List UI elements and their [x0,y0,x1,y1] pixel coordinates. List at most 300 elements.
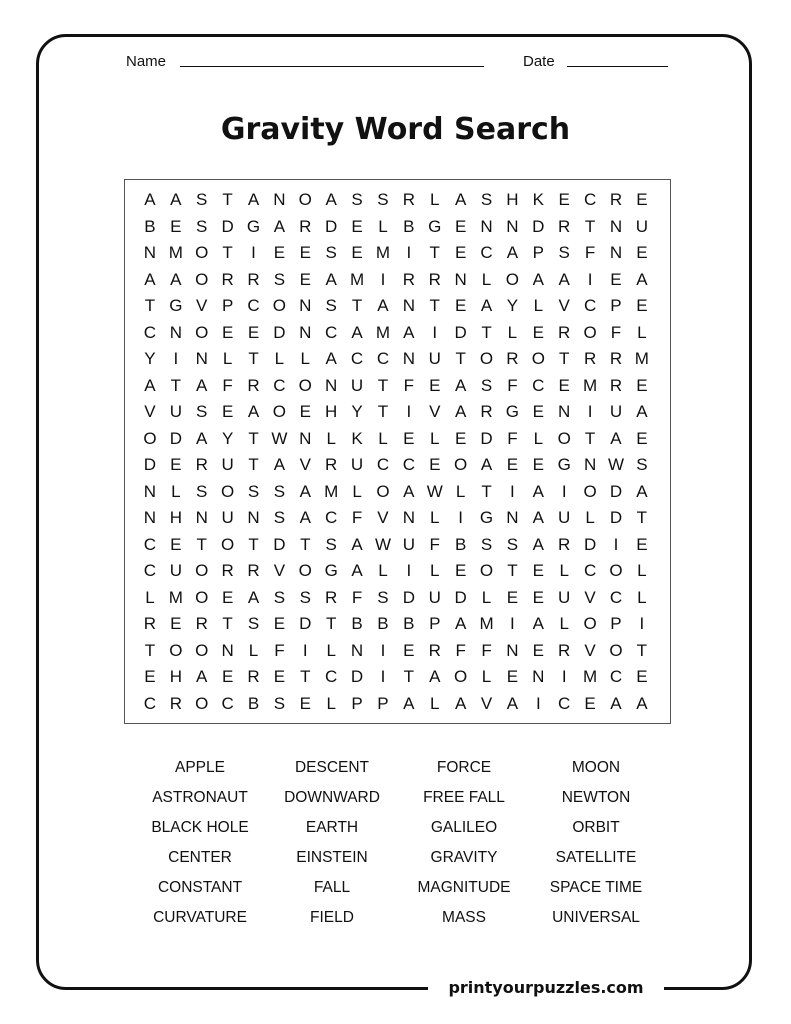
grid-letter[interactable]: A [170,269,182,289]
grid-letter[interactable]: O [221,534,235,554]
grid-letter[interactable]: A [610,693,622,713]
grid-letter[interactable]: V [558,296,570,315]
grid-letter[interactable]: I [510,481,515,501]
grid-letter[interactable]: L [533,428,544,448]
grid-letter[interactable]: L [430,508,440,527]
grid-letter[interactable]: G [246,216,261,236]
grid-letter[interactable]: D [454,587,467,607]
grid-letter[interactable]: E [636,243,648,262]
grid-letter[interactable]: A [532,614,544,633]
grid-letter[interactable]: W [607,455,624,474]
grid-letter[interactable]: S [196,216,208,236]
grid-letter[interactable]: L [430,428,440,448]
grid-letter[interactable]: E [454,216,467,236]
grid-letter[interactable]: V [299,455,311,474]
grid-letter[interactable]: C [325,667,338,686]
grid-letter[interactable]: E [506,587,519,607]
grid-letter[interactable]: A [351,561,363,580]
grid-letter[interactable]: O [583,614,597,633]
grid-letter[interactable]: T [196,534,207,554]
grid-letter[interactable]: S [273,508,286,527]
grid-letter[interactable]: C [583,190,597,209]
grid-letter[interactable]: I [613,534,619,554]
grid-letter[interactable]: M [168,587,183,607]
grid-letter[interactable]: I [561,481,567,501]
grid-letter[interactable]: M [349,269,365,289]
grid-letter[interactable]: S [377,190,389,209]
grid-letter[interactable]: A [610,428,622,448]
grid-letter[interactable]: M [375,322,391,342]
grid-letter[interactable]: L [326,428,336,448]
grid-letter[interactable]: T [481,322,492,342]
grid-letter[interactable]: C [221,693,234,713]
grid-letter[interactable]: V [377,508,389,527]
grid-letter[interactable]: S [351,190,363,209]
grid-letter[interactable]: U [221,508,234,527]
grid-letter[interactable]: A [196,667,208,686]
grid-letter[interactable]: D [480,428,493,448]
grid-letter[interactable]: O [531,349,545,368]
grid-letter[interactable]: O [609,640,623,660]
grid-letter[interactable]: E [221,322,234,342]
grid-letter[interactable]: S [480,534,493,554]
grid-letter[interactable]: L [145,587,155,607]
grid-letter[interactable]: V [584,587,596,607]
grid-letter[interactable]: E [636,534,648,554]
grid-letter[interactable]: Y [144,349,156,368]
grid-letter[interactable]: G [557,455,571,474]
grid-letter[interactable]: A [325,269,337,289]
grid-letter[interactable]: R [221,561,234,580]
grid-letter[interactable]: E [532,322,544,342]
grid-letter[interactable]: B [403,614,415,633]
grid-letter[interactable]: A [144,375,156,395]
grid-letter[interactable]: A [636,481,648,501]
grid-letter[interactable]: A [170,190,182,209]
grid-letter[interactable]: U [609,402,623,421]
grid-letter[interactable]: O [272,296,287,315]
grid-letter[interactable]: E [273,667,286,686]
grid-letter[interactable]: I [380,640,386,660]
grid-letter[interactable]: N [609,216,623,236]
grid-letter[interactable]: C [247,296,260,315]
grid-letter[interactable]: N [273,190,286,209]
grid-letter[interactable]: R [299,216,312,236]
grid-letter[interactable]: O [376,481,390,501]
grid-letter[interactable]: A [325,349,337,368]
grid-letter[interactable]: D [454,322,467,342]
grid-letter[interactable]: O [298,190,312,209]
grid-letter[interactable]: A [299,508,311,527]
grid-letter[interactable]: I [587,402,593,421]
grid-letter[interactable]: E [636,667,648,686]
grid-letter[interactable]: L [533,296,544,315]
grid-letter[interactable]: T [144,296,156,315]
grid-letter[interactable]: K [532,190,544,209]
grid-letter[interactable]: O [169,640,183,660]
grid-letter[interactable]: L [326,640,336,660]
grid-letter[interactable]: G [169,296,183,315]
grid-letter[interactable]: N [583,455,597,474]
grid-letter[interactable]: T [584,216,596,236]
grid-letter[interactable]: O [298,561,312,580]
grid-letter[interactable]: I [302,640,308,660]
grid-letter[interactable]: A [636,269,648,289]
grid-letter[interactable]: C [376,455,390,474]
grid-letter[interactable]: S [247,614,260,633]
grid-letter[interactable]: C [532,375,545,395]
grid-letter[interactable]: N [454,269,467,289]
grid-letter[interactable]: O [221,481,235,501]
grid-letter[interactable]: N [506,216,519,236]
grid-letter[interactable]: F [507,428,518,448]
grid-letter[interactable]: A [429,667,441,686]
grid-letter[interactable]: S [480,190,493,209]
grid-letter[interactable]: E [170,614,182,633]
grid-letter[interactable]: O [272,402,287,421]
grid-letter[interactable]: P [351,693,363,713]
grid-letter[interactable]: S [558,243,570,262]
grid-letter[interactable]: O [195,640,209,660]
grid-letter[interactable]: D [609,481,623,501]
grid-letter[interactable]: U [558,587,571,607]
grid-letter[interactable]: R [247,561,260,580]
grid-letter[interactable]: L [481,269,492,289]
grid-letter[interactable]: F [455,640,466,660]
grid-letter[interactable]: L [637,561,647,580]
grid-letter[interactable]: T [377,402,389,421]
grid-letter[interactable]: U [221,455,234,474]
grid-letter[interactable]: A [403,481,415,501]
grid-letter[interactable]: N [402,349,415,368]
grid-letter[interactable]: A [196,428,208,448]
grid-letter[interactable]: A [454,693,467,713]
grid-letter[interactable]: A [636,693,648,713]
grid-letter[interactable]: F [403,375,415,395]
grid-letter[interactable]: I [510,614,515,633]
grid-letter[interactable]: E [144,667,156,686]
grid-letter[interactable]: H [169,667,182,686]
grid-letter[interactable]: L [430,190,440,209]
grid-letter[interactable]: S [273,481,286,501]
grid-letter[interactable]: Y [221,428,234,448]
grid-letter[interactable]: L [507,322,518,342]
grid-letter[interactable]: T [403,667,415,686]
grid-letter[interactable]: V [196,296,208,315]
grid-letter[interactable]: R [558,534,571,554]
grid-letter[interactable]: T [455,349,466,368]
grid-letter[interactable]: I [561,667,567,686]
grid-letter[interactable]: N [299,428,312,448]
grid-letter[interactable]: C [143,693,157,713]
grid-letter[interactable]: I [406,402,412,421]
grid-letter[interactable]: D [350,667,364,686]
grid-letter[interactable]: E [273,614,286,633]
grid-letter[interactable]: C [583,561,597,580]
grid-letter[interactable]: E [532,402,544,421]
grid-letter[interactable]: C [558,693,571,713]
grid-letter[interactable]: L [274,349,285,368]
grid-letter[interactable]: A [144,190,156,209]
grid-letter[interactable]: V [429,402,441,421]
grid-letter[interactable]: C [325,322,338,342]
grid-letter[interactable]: N [299,322,312,342]
grid-letter[interactable]: E [221,667,234,686]
grid-letter[interactable]: R [558,216,571,236]
grid-letter[interactable]: C [376,349,390,368]
grid-letter[interactable]: A [247,587,260,607]
grid-letter[interactable]: E [403,428,415,448]
grid-letter[interactable]: M [168,243,183,262]
grid-letter[interactable]: R [402,190,415,209]
grid-letter[interactable]: V [273,561,286,580]
grid-letter[interactable]: L [248,640,259,660]
grid-letter[interactable]: A [454,614,467,633]
grid-letter[interactable]: D [325,216,338,236]
grid-letter[interactable]: E [636,296,648,315]
grid-letter[interactable]: R [609,375,623,395]
grid-letter[interactable]: S [636,455,648,474]
grid-letter[interactable]: O [195,693,209,713]
grid-letter[interactable]: O [298,375,312,395]
grid-letter[interactable]: E [351,243,363,262]
grid-letter[interactable]: H [506,190,519,209]
grid-letter[interactable]: R [428,269,441,289]
grid-letter[interactable]: V [144,402,156,421]
grid-letter[interactable]: O [454,455,468,474]
grid-letter[interactable]: A [532,481,544,501]
grid-letter[interactable]: S [325,534,337,554]
grid-letter[interactable]: N [350,640,364,660]
grid-letter[interactable]: B [403,216,415,236]
grid-letter[interactable]: A [247,402,260,421]
grid-letter[interactable]: S [273,587,286,607]
grid-letter[interactable]: E [532,640,544,660]
grid-letter[interactable]: A [377,296,389,315]
grid-letter[interactable]: P [610,614,622,633]
grid-letter[interactable]: I [380,269,386,289]
grid-letter[interactable]: R [583,349,597,368]
grid-letter[interactable]: A [636,402,648,421]
grid-letter[interactable]: A [325,190,337,209]
grid-letter[interactable]: R [143,614,157,633]
grid-letter[interactable]: O [195,269,209,289]
grid-letter[interactable]: R [169,693,182,713]
grid-letter[interactable]: T [481,481,492,501]
grid-letter[interactable]: C [273,375,286,395]
grid-letter[interactable]: S [196,481,208,501]
grid-letter[interactable]: W [271,428,288,448]
grid-letter[interactable]: M [375,243,391,262]
grid-letter[interactable]: T [507,561,518,580]
grid-letter[interactable]: E [299,243,311,262]
grid-letter[interactable]: T [325,614,337,633]
grid-letter[interactable]: A [273,455,286,474]
grid-letter[interactable]: G [324,561,338,580]
grid-letter[interactable]: I [173,349,179,368]
grid-letter[interactable]: L [559,614,569,633]
grid-letter[interactable]: B [454,534,467,554]
grid-letter[interactable]: P [610,296,622,315]
grid-letter[interactable]: R [558,640,571,660]
grid-letter[interactable]: L [378,428,388,448]
grid-letter[interactable]: R [609,349,623,368]
grid-letter[interactable]: O [143,428,157,448]
grid-letter[interactable]: O [195,587,209,607]
grid-letter[interactable]: E [429,375,441,395]
grid-letter[interactable]: O [505,269,520,289]
grid-letter[interactable]: T [351,296,363,315]
grid-letter[interactable]: A [532,534,544,554]
grid-letter[interactable]: E [273,243,286,262]
grid-letter[interactable]: U [169,561,182,580]
grid-letter[interactable]: M [479,614,494,633]
grid-letter[interactable]: E [170,534,182,554]
grid-letter[interactable]: N [143,243,157,262]
grid-letter[interactable]: L [585,508,595,527]
grid-letter[interactable]: T [377,375,389,395]
grid-letter[interactable]: I [406,561,412,580]
grid-letter[interactable]: S [196,190,208,209]
grid-letter[interactable]: A [506,243,519,262]
grid-letter[interactable]: N [402,508,415,527]
grid-letter[interactable]: A [144,269,156,289]
grid-letter[interactable]: A [403,693,415,713]
grid-letter[interactable]: E [403,640,415,660]
grid-letter[interactable]: E [351,216,363,236]
grid-letter[interactable]: R [221,269,234,289]
grid-letter[interactable]: A [299,481,311,501]
grid-letter[interactable]: E [506,455,519,474]
grid-letter[interactable]: U [350,375,364,395]
grid-letter[interactable]: F [507,375,518,395]
grid-letter[interactable]: R [558,322,571,342]
grid-letter[interactable]: E [532,587,544,607]
grid-letter[interactable]: T [248,534,259,554]
grid-letter[interactable]: C [143,534,157,554]
grid-letter[interactable]: N [532,667,545,686]
grid-letter[interactable]: N [480,216,493,236]
grid-letter[interactable]: A [454,402,467,421]
grid-letter[interactable]: T [222,243,233,262]
grid-letter[interactable]: K [351,428,363,448]
grid-letter[interactable]: E [170,455,182,474]
grid-letter[interactable]: N [402,296,415,315]
grid-letter[interactable]: B [144,216,156,236]
grid-letter[interactable]: A [196,375,208,395]
grid-letter[interactable]: A [532,269,544,289]
grid-letter[interactable]: E [532,561,544,580]
grid-letter[interactable]: T [248,455,259,474]
grid-letter[interactable]: T [559,349,570,368]
grid-letter[interactable]: C [609,587,623,607]
grid-letter[interactable]: P [221,296,234,315]
grid-letter[interactable]: E [454,296,467,315]
grid-letter[interactable]: I [458,508,463,527]
grid-letter[interactable]: S [273,269,286,289]
grid-letter[interactable]: R [402,269,415,289]
grid-letter[interactable]: O [557,428,571,448]
grid-letter[interactable]: E [221,587,234,607]
grid-letter[interactable]: F [351,508,363,527]
grid-letter[interactable]: L [637,587,647,607]
grid-letter[interactable]: O [479,349,494,368]
grid-letter[interactable]: R [428,640,441,660]
grid-letter[interactable]: E [221,402,234,421]
grid-letter[interactable]: E [636,428,648,448]
grid-letter[interactable]: C [350,349,364,368]
date-field-line[interactable] [567,66,668,67]
grid-letter[interactable]: N [169,322,182,342]
grid-letter[interactable]: A [558,269,570,289]
grid-letter[interactable]: D [402,587,415,607]
grid-letter[interactable]: S [325,243,337,262]
grid-letter[interactable]: L [378,216,388,236]
grid-letter[interactable]: U [635,216,648,236]
grid-letter[interactable]: L [481,587,492,607]
grid-letter[interactable]: R [506,349,519,368]
grid-letter[interactable]: E [429,455,441,474]
grid-letter[interactable]: S [196,402,208,421]
grid-letter[interactable]: L [222,349,233,368]
grid-letter[interactable]: M [583,667,598,686]
grid-letter[interactable]: B [247,693,260,713]
grid-letter[interactable]: E [299,693,311,713]
grid-letter[interactable]: D [143,455,157,474]
grid-letter[interactable]: E [454,428,467,448]
grid-letter[interactable]: C [143,561,157,580]
grid-letter[interactable]: I [535,693,541,713]
grid-letter[interactable]: R [609,190,623,209]
grid-letter[interactable]: I [587,269,593,289]
grid-letter[interactable]: A [273,216,286,236]
grid-letter[interactable]: R [195,455,208,474]
grid-letter[interactable]: G [505,402,520,421]
grid-letter[interactable]: V [480,693,493,713]
grid-letter[interactable]: G [479,508,494,527]
grid-letter[interactable]: T [636,640,648,660]
grid-letter[interactable]: C [402,455,415,474]
grid-letter[interactable]: N [195,508,208,527]
grid-letter[interactable]: U [428,349,441,368]
grid-letter[interactable]: U [558,508,571,527]
grid-letter[interactable]: L [430,693,440,713]
grid-letter[interactable]: R [195,614,208,633]
grid-letter[interactable]: F [584,243,596,262]
grid-letter[interactable]: O [583,322,597,342]
grid-letter[interactable]: T [300,534,311,554]
grid-letter[interactable]: Y [506,296,519,315]
grid-letter[interactable]: O [195,322,209,342]
grid-letter[interactable]: F [429,534,440,554]
grid-letter[interactable]: I [639,614,645,633]
grid-letter[interactable]: F [274,640,285,660]
grid-letter[interactable]: O [479,561,494,580]
grid-letter[interactable]: E [636,375,648,395]
grid-letter[interactable]: A [351,534,363,554]
grid-letter[interactable]: L [430,561,440,580]
grid-letter[interactable]: B [377,614,389,633]
grid-letter[interactable]: C [143,322,157,342]
grid-letter[interactable]: N [299,296,312,315]
grid-letter[interactable]: A [351,322,363,342]
grid-letter[interactable]: T [300,667,311,686]
grid-letter[interactable]: A [403,322,415,342]
grid-letter[interactable]: A [454,190,467,209]
grid-letter[interactable]: L [481,667,492,686]
grid-letter[interactable]: B [351,614,363,633]
grid-letter[interactable]: E [170,216,182,236]
